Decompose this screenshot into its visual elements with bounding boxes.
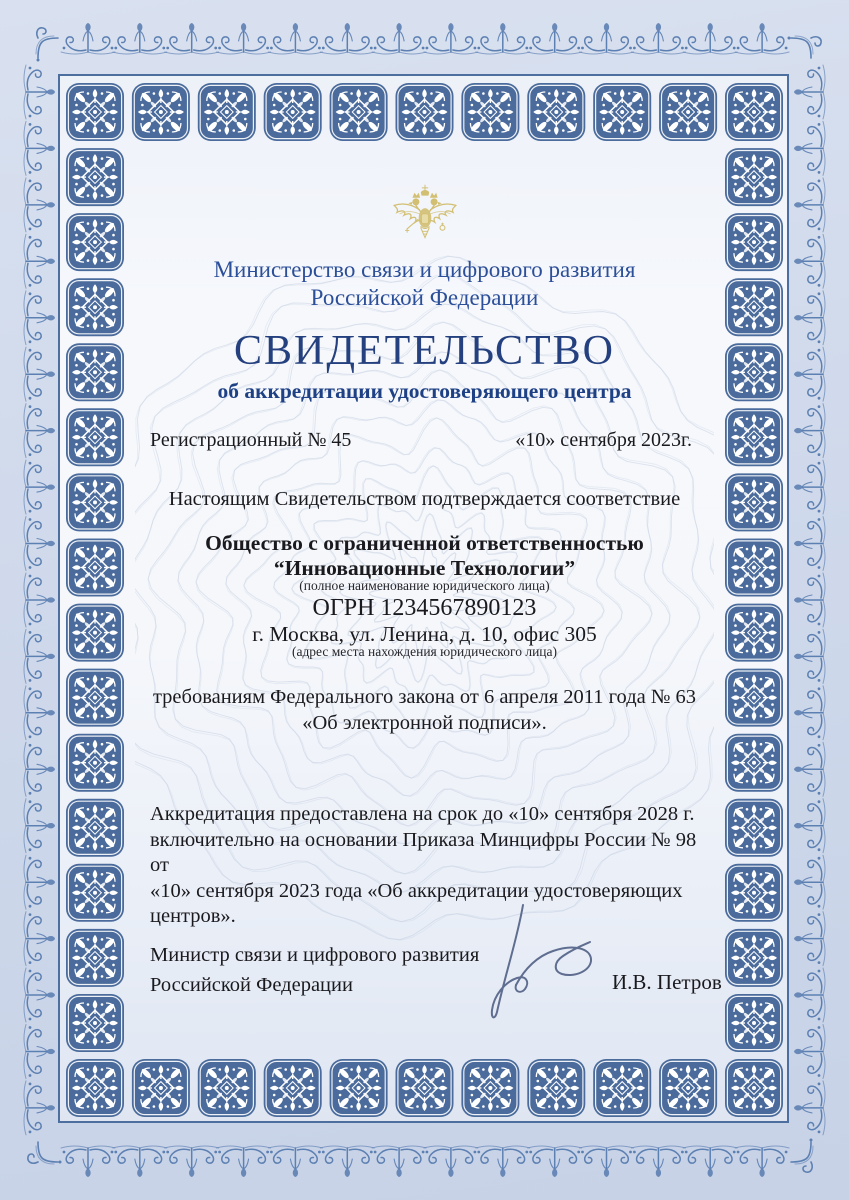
certificate-subtitle: об аккредитации удостоверяющего центра (217, 379, 632, 403)
minister-name: И.В. Петров (612, 970, 722, 994)
accreditation-paragraph (150, 802, 698, 930)
organization-address-caption: (адрес места нахождения юридического лица) (291, 644, 558, 659)
law-reference-line1: требованиям Федерального закона от 6 апреля 2011 года № 63 (152, 686, 697, 708)
minister-title-line1: Министр связи и цифрового развития (150, 944, 480, 966)
accreditation-line1: Аккредитация предоставлена на срок до «10» сентября 2028 г. (150, 803, 695, 825)
registration-number: Регистрационный № 45 (150, 429, 352, 451)
accreditation-line3: «10» сентября 2023 года «Об аккредитации удостоверяющих центров». (150, 879, 683, 927)
ministry-name (61, 256, 788, 312)
organization-name-line1: Общество с ограниченной ответственностью (205, 531, 644, 555)
minister-title-line2: Российской Федерации (150, 974, 353, 996)
ministry-line1: Министерство связи и цифрового развития (213, 257, 636, 282)
organization-address: г. Москва, ул. Ленина, д. 10, офис 305 (252, 622, 597, 646)
issue-date: «10» сентября 2023г. (515, 429, 692, 451)
certificate-title: СВИДЕТЕЛЬСТВО (234, 328, 615, 374)
minister-title (150, 940, 479, 1000)
law-reference-line2: «Об электронной подписи». (302, 712, 547, 734)
ogrn-number: ОГРН 1234567890123 (312, 595, 537, 621)
organization-name-line2: “Инновационные Технологии” (273, 556, 576, 580)
organization-name-caption: (полное наименование юридического лица) (299, 578, 550, 593)
ministry-line2: Российской Федерации (310, 285, 539, 310)
accreditation-line2: включительно на основании Приказа Минцифры России № 98 от (150, 828, 697, 876)
confirmation-statement: Настоящим Свидетельством подтверждается соответствие (168, 488, 681, 510)
